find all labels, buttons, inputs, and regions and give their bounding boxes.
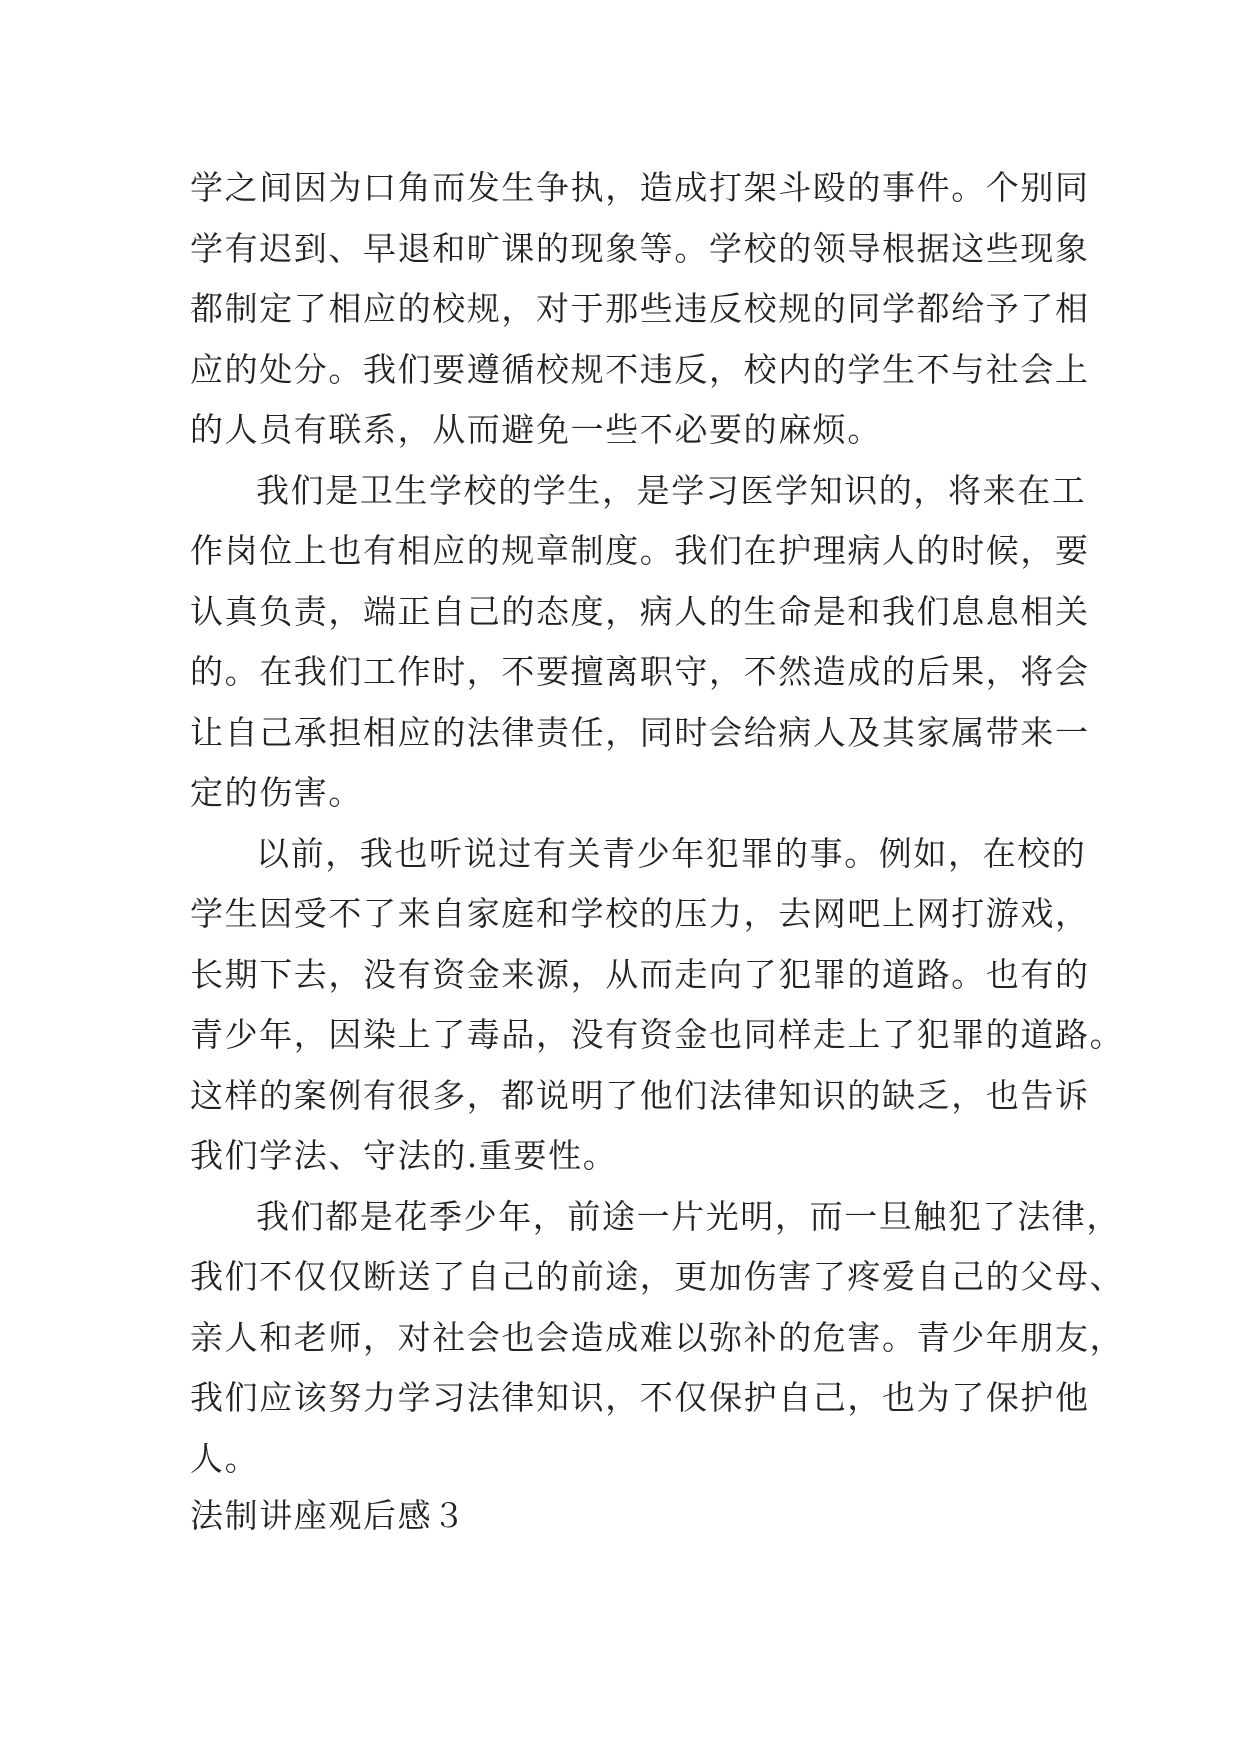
text-line: 让自己承担相应的法律责任，同时会给病人及其家属带来一 [190, 712, 1090, 752]
text-line: 亲人和老师，对社会也会造成难以弥补的危害。青少年朋友， [190, 1317, 1125, 1357]
text-line: 学有迟到、早退和旷课的现象等。学校的领导根据这些现象 [190, 228, 1090, 268]
text-line: 人。 [190, 1438, 260, 1478]
body-text [190, 158, 1125, 1489]
section-heading: 法制讲座观后感３ [190, 1496, 467, 1535]
text-line: 青少年，因染上了毒品，没有资金也同样走上了犯罪的道路。 [190, 1015, 1125, 1054]
text-line: 作岗位上也有相应的规章制度。我们在护理病人的时候，要 [190, 531, 1090, 570]
paragraph-first-line: 以前，我也听说过有关青少年犯罪的事。例如，在校的 [256, 833, 1087, 873]
text-line: 的人员有联系，从而避免一些不必要的麻烦。 [190, 410, 882, 449]
text-line: 学之间因为口角而发生争执，造成打架斗殴的事件。个别同 [190, 168, 1090, 207]
text-line: 定的伤害。 [190, 773, 363, 812]
text-line: 我们学法、守法的.重要性。 [190, 1136, 618, 1175]
text-line: 的。在我们工作时，不要擅离职守，不然造成的后果，将会 [190, 652, 1090, 691]
paragraph-first-line: 我们都是花季少年，前途一片光明，而一旦触犯了法律， [256, 1196, 1121, 1236]
text-line: 我们不仅仅断送了自己的前途，更加伤害了疼爱自己的父母、 [190, 1257, 1125, 1296]
text-line: 都制定了相应的校规，对于那些违反校规的同学都给予了相 [190, 289, 1090, 328]
paragraph-first-line: 我们是卫生学校的学生，是学习医学知识的，将来在工 [256, 470, 1087, 510]
text-line: 长期下去，没有资金来源，从而走向了犯罪的道路。也有的 [190, 954, 1090, 994]
text-line: 应的处分。我们要遵循校规不违反，校内的学生不与社会上 [190, 349, 1090, 389]
text-line: 我们应该努力学习法律知识，不仅保护自己，也为了保护他 [190, 1378, 1090, 1417]
text-line: 学生因受不了来自家庭和学校的压力，去网吧上网打游戏， [190, 894, 1090, 933]
text-line: 这样的案例有很多，都说明了他们法律知识的缺乏，也告诉 [190, 1075, 1090, 1115]
text-line: 认真负责，端正自己的态度，病人的生命是和我们息息相关 [190, 591, 1090, 631]
